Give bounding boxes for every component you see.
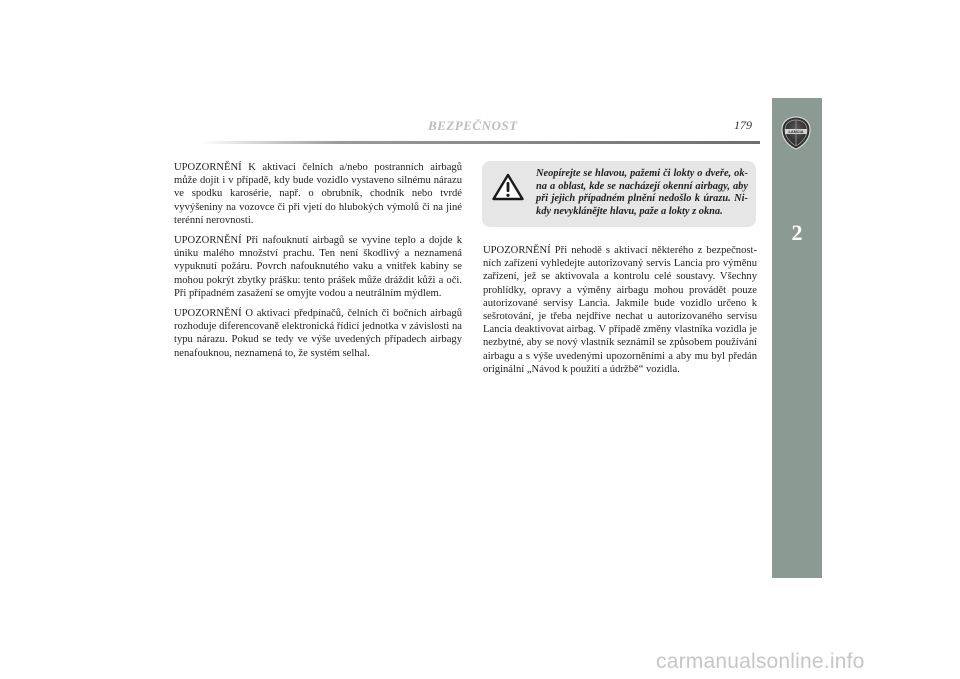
header-divider bbox=[200, 141, 760, 144]
warning-message: Neopírejte se hlavou, pažemi či lokty o dveře, okna a oblast, kde se nacházejí okenní airbagy, aby při jejich případném plnění nedošlo k úrazu. Nikdy nevykláněјte hlavu, paže a lokty z okna. bbox=[536, 168, 748, 217]
warning-box bbox=[482, 161, 756, 227]
right-column bbox=[483, 244, 757, 383]
paragraph: UPOZORNĚNÍ K aktivaci čelních a/nebo postranních airbagů může dojít i v případě, kdy bude vozidlo vystaveno silnému nárazu ve spodku karosérie, např. o obrubník, chodník nebo tvrdé vyvýšeniny na vozovce či při vjetí do hlubokých výmolů či na jiné terénní nerovnosti. bbox=[174, 162, 462, 226]
paragraph: UPOZORNĚNÍ Při nafouknutí airbagů se vyvine teplo a dojde k úniku malého množství prachu. Ten není škodlivý a neznamená vypuknutí požáru. Povrch nafouknutého vaku a vnitřek kabiny se mohou pokrýt zbytky prášku: tento prášek může dráždit kůži a oči. Při případném zasažení se omyjte vodou a neutrálním mýdlem. bbox=[174, 235, 462, 299]
chapter-number: 2 bbox=[791, 220, 803, 245]
warning-text bbox=[494, 168, 748, 218]
left-column bbox=[174, 161, 462, 367]
lancia-shield-icon bbox=[781, 116, 811, 150]
paragraph: UPOZORNĚNÍ O aktivaci předpínačů, čelních či bočních airbagů rozhoduje diferencovaně elektronická řídicí jednotka v závislosti na typu nárazu. Pokud se tedy ve výše uvedených případech airbagy nenafouknou, neznamená to, že systém selhal. bbox=[174, 308, 462, 359]
logo-text: LANCIA bbox=[788, 129, 804, 135]
paragraph: UPOZORNĚNÍ Při nehodě s aktivací některého z bezpečnostních zařízení vyhledejte autorizovaný servis Lancia pro výměnu zařízení, jež se aktivovala a kontrolu celé soustavy. Všechny prohlídky, opravy a výměny airbagu mohou provádět pouze autorizované servisy Lancia. Jakmile bude vozidlo určeno k sešrotování, je třeba nejdříve nechat u autorizovaného servisu Lancia deaktivovat airbag. V případě změny vlastníka vozidla je nezbytné, aby se nový vlastník seznámil se způsobem používání airbagu a s výše uvedenými upozorněními a aby mu byl předán originální „Návod k použití a údržbě“ vozidla. bbox=[483, 245, 757, 375]
section-title: BEZPEČNOST bbox=[428, 118, 518, 133]
watermark: carmanualsonline.info bbox=[656, 650, 865, 673]
page-number: 179 bbox=[734, 118, 752, 132]
chapter-side-tab bbox=[772, 98, 822, 578]
